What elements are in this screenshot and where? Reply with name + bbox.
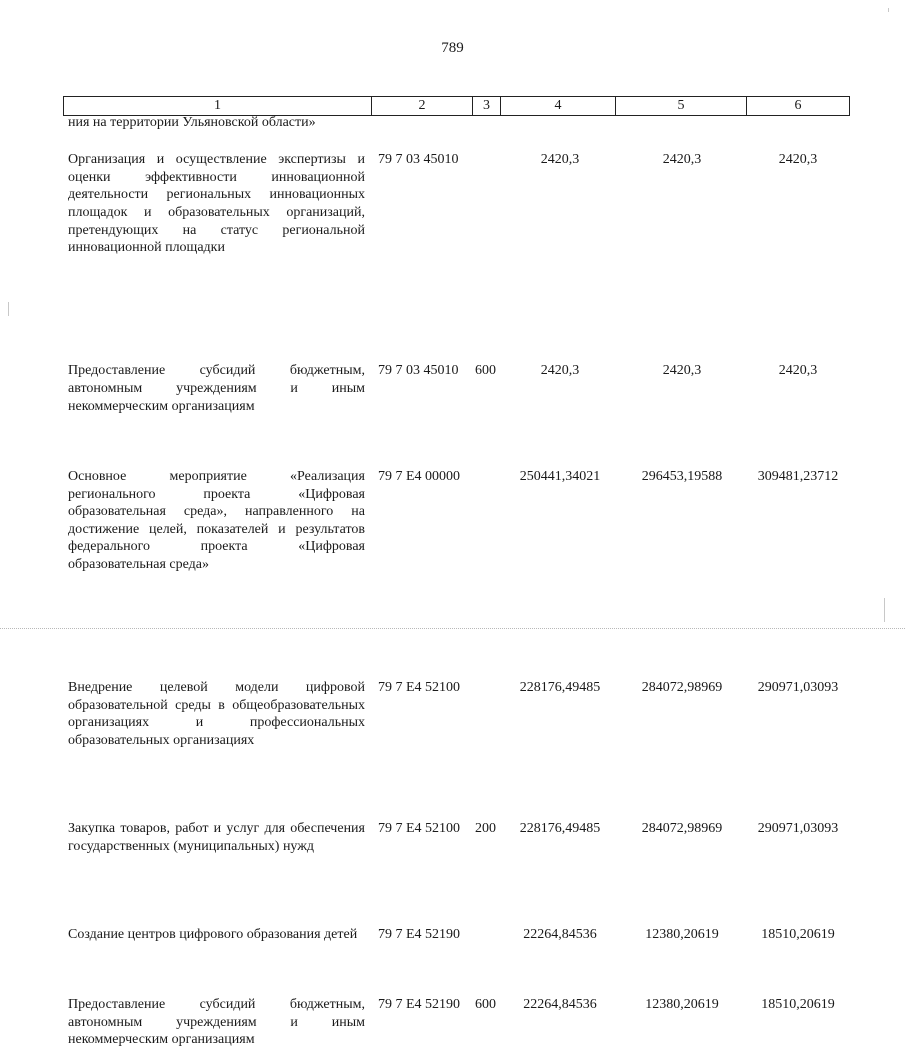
table-row (0, 151, 905, 257)
column-header-row (64, 97, 850, 116)
column-header-5: 5 (616, 97, 747, 116)
row-code: 79 7 E4 52190 (378, 926, 461, 942)
row-description: Предоставление субсидий бюджетным, автономным учреждениям и иным некоммерческим организациям (68, 363, 365, 414)
row-code: 79 7 03 45010 (378, 152, 459, 168)
row-value-col4: 2420,3 (540, 152, 580, 168)
row-value-col6: 2420,3 (778, 363, 818, 379)
row-value-col5: 284072,98969 (641, 680, 723, 696)
column-header-4: 4 (501, 97, 616, 116)
row-code: 79 7 E4 52190 (378, 996, 461, 1012)
row-description: ния на территории Ульяновской области» (68, 115, 316, 130)
row-value-col5: 2420,3 (662, 152, 702, 168)
row-value-col6: 18510,20619 (761, 996, 835, 1012)
row-value-col6: 2420,3 (778, 152, 818, 168)
row-value-col4: 228176,49485 (519, 680, 601, 696)
row-value-col6: 18510,20619 (761, 926, 835, 942)
table-row (0, 114, 905, 132)
row-description: Закупка товаров, работ и услуг для обеспечения государственных (муниципальных) нужд (68, 820, 365, 854)
table-row (0, 926, 905, 961)
row-expense-type: 200 (475, 820, 496, 836)
table-row (0, 996, 905, 1049)
row-value-col5: 296453,19588 (641, 468, 723, 484)
row-description: Организация и осуществление экспертизы и оценки эффективности инновационной деятельности региональных инновационных площадок и образовательных организаций, претендующих на статус региональной инновационной площадки (68, 152, 365, 256)
row-value-col5: 2420,3 (662, 363, 702, 379)
row-value-col4: 228176,49485 (519, 820, 601, 836)
row-value-col6: 290971,03093 (757, 680, 839, 696)
row-value-col4: 22264,84536 (523, 926, 597, 942)
row-value-col4: 250441,34021 (519, 468, 601, 484)
budget-table-body (0, 115, 905, 1048)
scan-artifact-speck (888, 8, 889, 12)
row-value-col5: 284072,98969 (641, 820, 723, 836)
row-code: 79 7 E4 52100 (378, 820, 461, 836)
row-value-col5: 12380,20619 (645, 926, 719, 942)
scan-artifact-line (0, 628, 905, 629)
table-row (0, 679, 905, 749)
row-description: Внедрение целевой модели цифровой образовательной среды в общеобразовательных организациях и профессиональных образовательных организациях (68, 680, 365, 748)
row-value-col6: 290971,03093 (757, 820, 839, 836)
column-header-1: 1 (64, 97, 372, 116)
row-code: 79 7 E4 52100 (378, 680, 461, 696)
row-value-col5: 12380,20619 (645, 996, 719, 1012)
row-description: Основное мероприятие «Реализация регионального проекта «Цифровая образовательная среда», направленного на достижение целей, показателей и результатов федерального проекта «Цифровая образовательная среда» (68, 468, 365, 572)
row-code: 79 7 E4 00000 (378, 468, 461, 484)
row-value-col6: 309481,23712 (757, 468, 839, 484)
column-header-6: 6 (747, 97, 850, 116)
scan-artifact-speck (8, 302, 9, 316)
table-row (0, 362, 905, 415)
table-row (0, 820, 905, 873)
row-value-col4: 22264,84536 (523, 996, 597, 1012)
row-code: 79 7 03 45010 (378, 363, 459, 379)
row-description: Предоставление субсидий бюджетным, автономным учреждениям и иным некоммерческим организациям (68, 996, 365, 1048)
table-row (0, 468, 905, 574)
column-header-2: 2 (372, 97, 473, 116)
row-description: Создание центров цифрового образования детей (68, 926, 358, 942)
row-expense-type: 600 (475, 363, 496, 379)
row-expense-type: 600 (475, 996, 496, 1012)
row-value-col4: 2420,3 (540, 363, 580, 379)
scan-artifact-speck (884, 598, 885, 622)
column-header-table (63, 96, 850, 116)
page-number: 789 (441, 40, 464, 56)
column-header-3: 3 (473, 97, 501, 116)
